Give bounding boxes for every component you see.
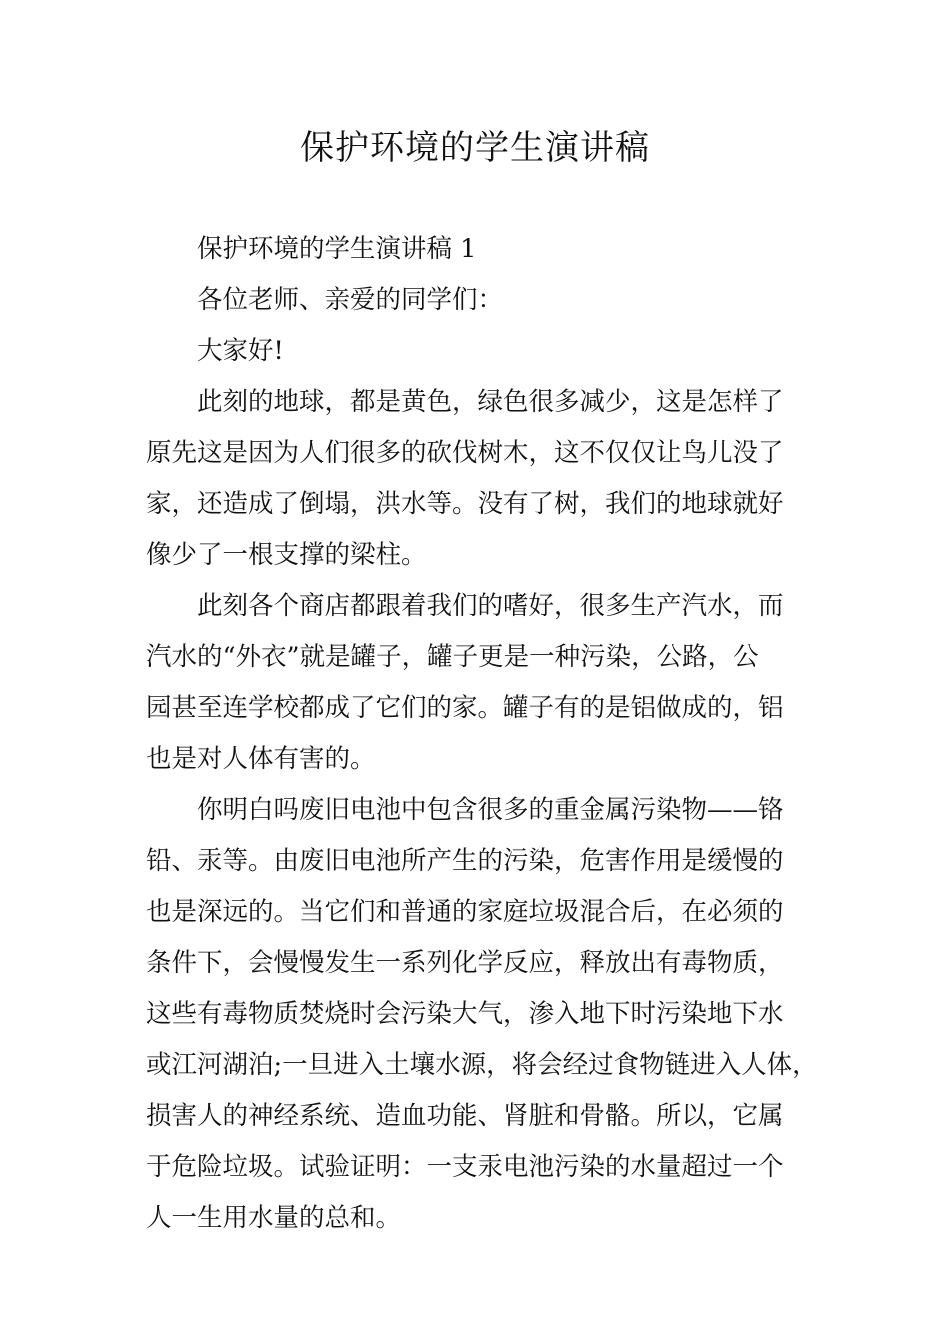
paragraph-3-line-6: 或江河湖泊;一旦进入土壤水源，将会经过食物链进入人体， [146, 1050, 818, 1080]
greeting: 大家好! [197, 336, 284, 366]
document-title: 保护环境的学生演讲稿 [300, 128, 650, 168]
paragraph-3-line-1: 你明白吗废旧电池中包含很多的重金属污染物——铬 [197, 795, 784, 825]
paragraph-1-line-4: 像少了一根支撑的梁柱。 [146, 540, 427, 570]
section-heading: 保护环境的学生演讲稿 1 [197, 234, 477, 264]
document-body [146, 224, 822, 1244]
paragraph-1-line-2: 原先这是因为人们很多的砍伐树木，这不仅仅让鸟儿没了 [146, 438, 784, 468]
paragraph-3-line-5: 这些有毒物质焚烧时会污染大气，渗入地下时污染地下水 [146, 999, 784, 1029]
paragraph-2-line-2: 汽水的“外衣”就是罐子，罐子更是一种污染，公路，公 [146, 642, 759, 672]
paragraph-3-line-2: 铅、汞等。由废旧电池所产生的污染，危害作用是缓慢的 [146, 846, 784, 876]
paragraph-3-line-9: 人一生用水量的总和。 [146, 1203, 402, 1233]
paragraph-2-line-1: 此刻各个商店都跟着我们的嗜好，很多生产汽水，而 [197, 591, 784, 621]
paragraph-3-line-8: 于危险垃圾。试验证明：一支汞电池污染的水量超过一个 [146, 1152, 784, 1182]
paragraph-1-line-1: 此刻的地球，都是黄色，绿色很多减少，这是怎样了 [197, 387, 784, 417]
paragraph-2-line-4: 也是对人体有害的。 [146, 744, 376, 774]
paragraph-1-line-3: 家，还造成了倒塌，洪水等。没有了树，我们的地球就好 [146, 489, 784, 519]
paragraph-2-line-3: 园甚至连学校都成了它们的家。罐子有的是铝做成的，铝 [146, 693, 784, 723]
salutation: 各位老师、亲爱的同学们： [197, 285, 504, 315]
paragraph-3-line-3: 也是深远的。当它们和普通的家庭垃圾混合后，在必须的 [146, 897, 784, 927]
paragraph-3-line-7: 损害人的神经系统、造血功能、肾脏和骨骼。所以，它属 [146, 1101, 784, 1131]
paragraph-3-line-4: 条件下，会慢慢发生一系列化学反应，释放出有毒物质， [146, 948, 784, 978]
